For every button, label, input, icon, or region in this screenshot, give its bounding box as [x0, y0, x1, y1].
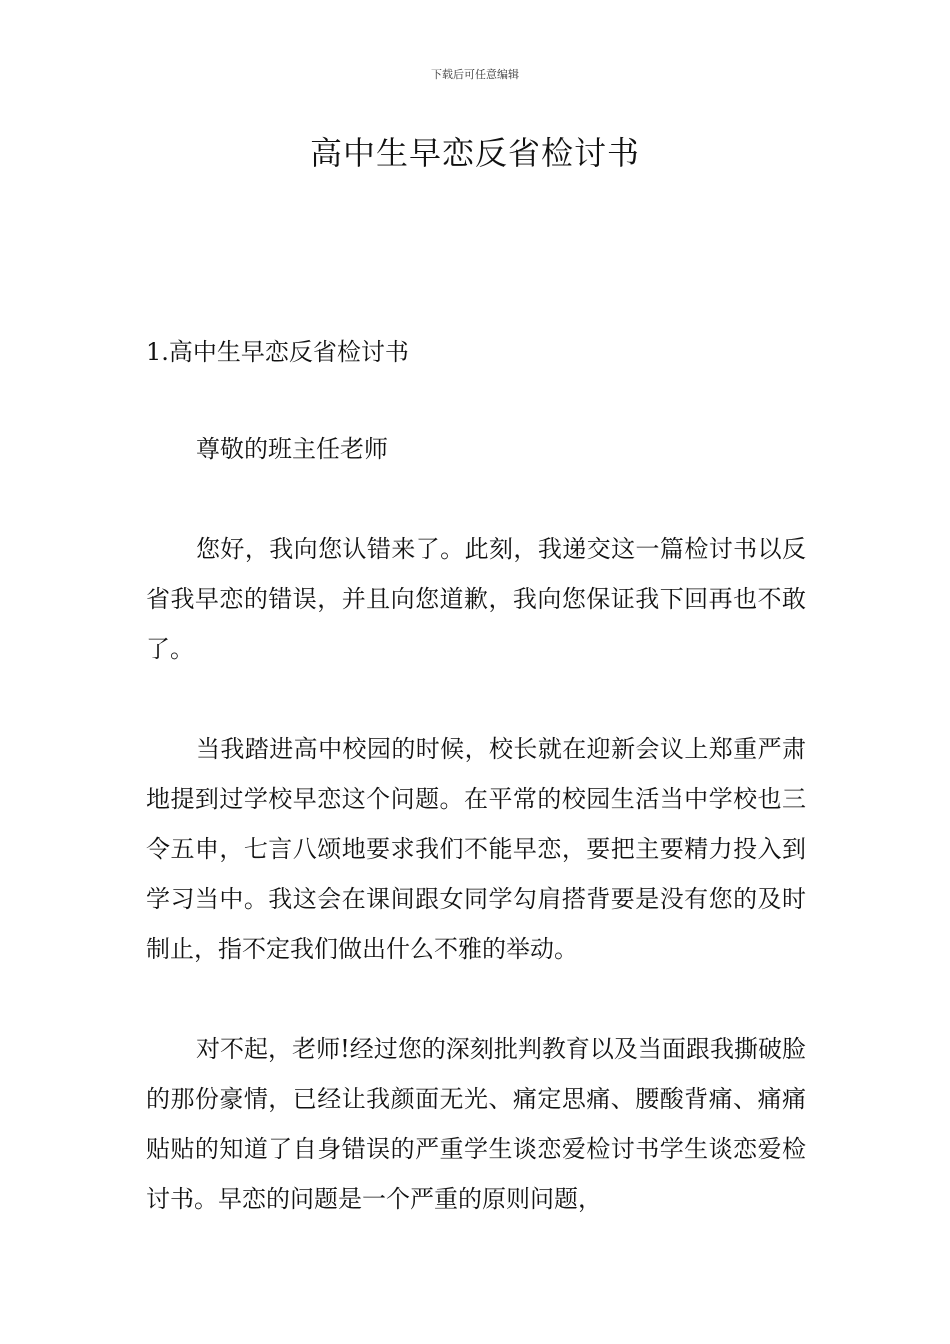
- salutation: 尊敬的班主任老师: [196, 435, 388, 463]
- paragraph-background: 当我踏进高中校园的时候，校长就在迎新会议上郑重严肃地提到过学校早恋这个问题。在平常的校园生活当中学校也三令五申，七言八颂地要求我们不能早恋，要把主要精力投入到学习当中。我这会在课间跟女同学勾肩搭背要是没有您的及时制止，指不定我们做出什么不雅的举动。: [146, 735, 806, 963]
- paragraph-apology: 您好，我向您认错来了。此刻，我递交这一篇检讨书以反省我早恋的错误，并且向您道歉，我向您保证我下回再也不敢了。: [146, 535, 806, 663]
- paragraph-reflection: 对不起，老师!经过您的深刻批判教育以及当面跟我撕破脸的那份豪情，已经让我颜面无光、痛定思痛、腰酸背痛、痛痛贴贴的知道了自身错误的严重学生谈恋爱检讨书学生谈恋爱检讨书。早恋的问题是一个严重的原则问题，: [146, 1035, 806, 1213]
- header-note: 下载后可任意编辑: [431, 68, 519, 81]
- document-title: 高中生早恋反省检讨书: [309, 134, 640, 172]
- section-heading: 1.高中生早恋反省检讨书: [146, 338, 409, 366]
